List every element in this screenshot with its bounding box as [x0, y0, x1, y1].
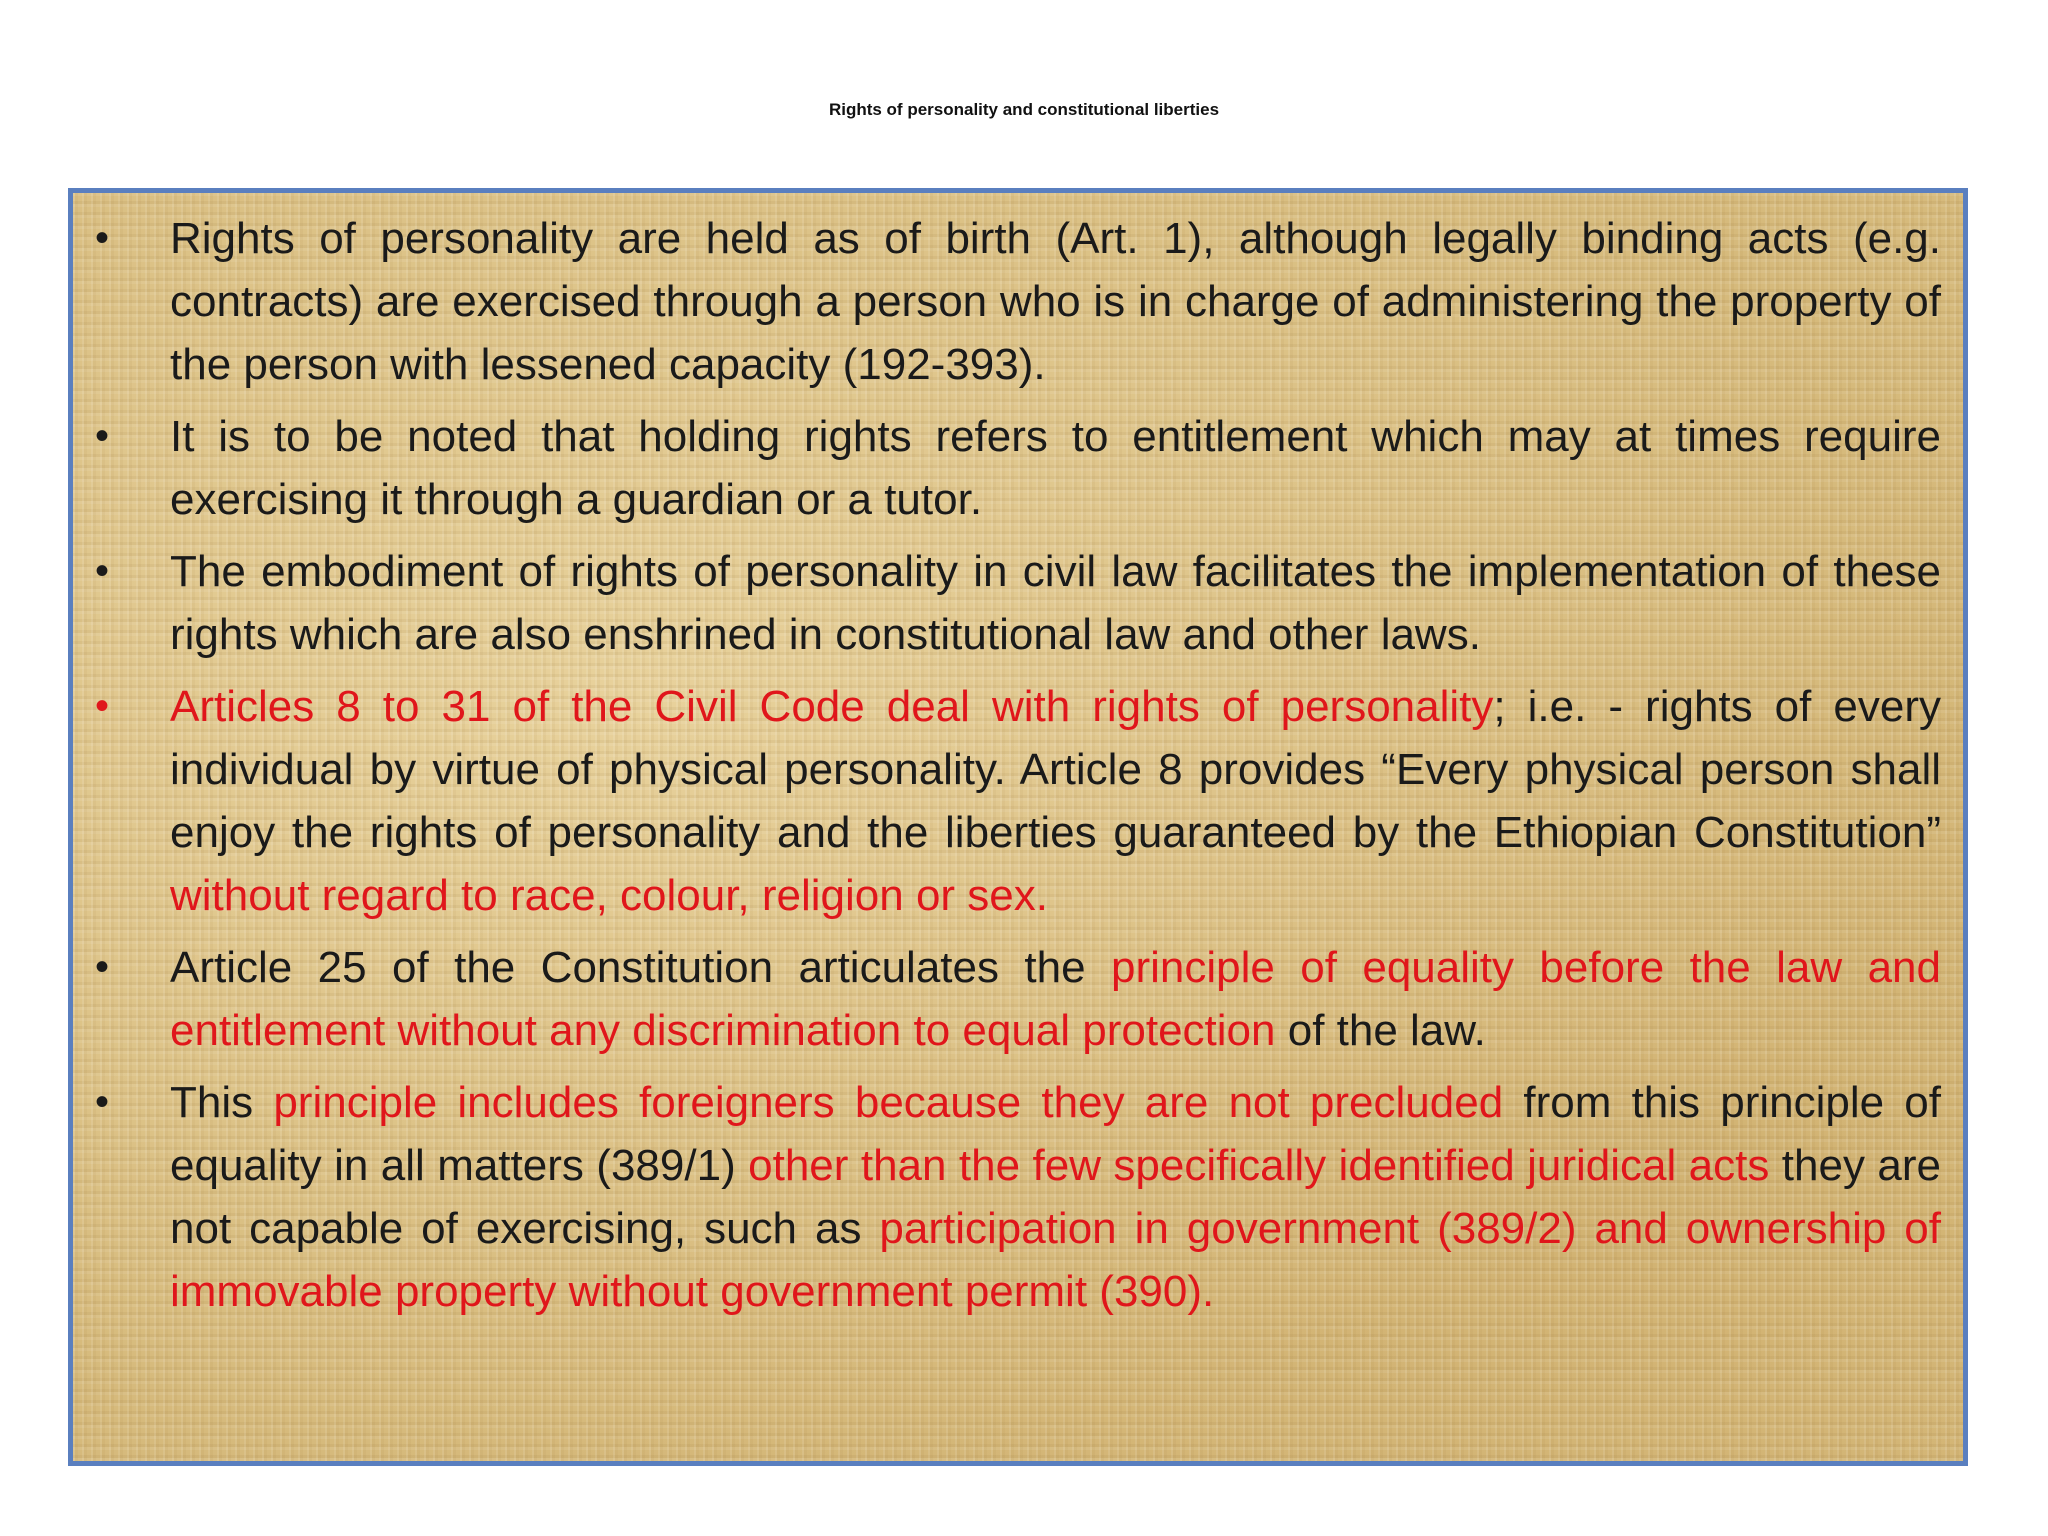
bullet-dot: • [95, 945, 110, 989]
bullet-text: they are not capable of exercising, such as [170, 1141, 1941, 1253]
bullet-text: Rights of personality are held as of birth (Art. 1), although legally binding acts (e.g. contracts) are exercised through a person who is in charge of administering the property of the person with lessened capacity (192-393). [170, 214, 1941, 389]
bullet-item [73, 405, 1941, 531]
bullet-item [73, 207, 1941, 396]
bullet-item [73, 540, 1941, 666]
bullet-text: ; i.e. - rights of every individual by virtue of physical personality. Article 8 provides “Every physical person shall enjoy the rights of personality and the liberties guaranteed by the Ethiopian Constitution” [170, 682, 1942, 857]
bullet-text: This [170, 1078, 274, 1127]
bullet-text: of the law. [1275, 1006, 1486, 1055]
bullet-item [73, 675, 1941, 927]
bullet-text: It is to be noted that holding rights refers to entitlement which may at times require exercising it through a guardian or a tutor. [170, 412, 1941, 524]
highlighted-text: Articles 8 to 31 of the Civil Code deal with rights of personality [170, 682, 1494, 731]
bullet-item [73, 936, 1941, 1062]
content-box [68, 188, 1968, 1466]
bullet-item [73, 1071, 1941, 1323]
highlighted-text: principle of equality before the law and entitlement without any discrimination to equal protection [170, 943, 1941, 1055]
bullet-list [73, 193, 1963, 1323]
highlighted-text: other than the few specifically identified juridical acts [748, 1141, 1770, 1190]
highlighted-text: participation in government (389/2) and ownership of immovable property without government permit (390). [170, 1204, 1941, 1316]
highlighted-text: without regard to race, colour, religion or sex. [170, 871, 1049, 920]
bullet-dot: • [95, 549, 110, 593]
highlighted-text: principle includes foreigners because they are not precluded [273, 1078, 1504, 1127]
bullet-text: Article 25 of the Constitution articulates the [170, 943, 1111, 992]
bullet-dot: • [95, 414, 110, 458]
slide-title: Rights of personality and constitutional liberties [828, 100, 1220, 119]
bullet-dot: • [95, 216, 110, 260]
bullet-dot: • [95, 1080, 110, 1124]
bullet-text: from this principle of equality in all matters (389/1) [170, 1078, 1941, 1190]
bullet-dot: • [95, 684, 110, 728]
bullet-text: The embodiment of rights of personality in civil law facilitates the implementation of these rights which are also enshrined in constitutional law and other laws. [170, 547, 1941, 659]
